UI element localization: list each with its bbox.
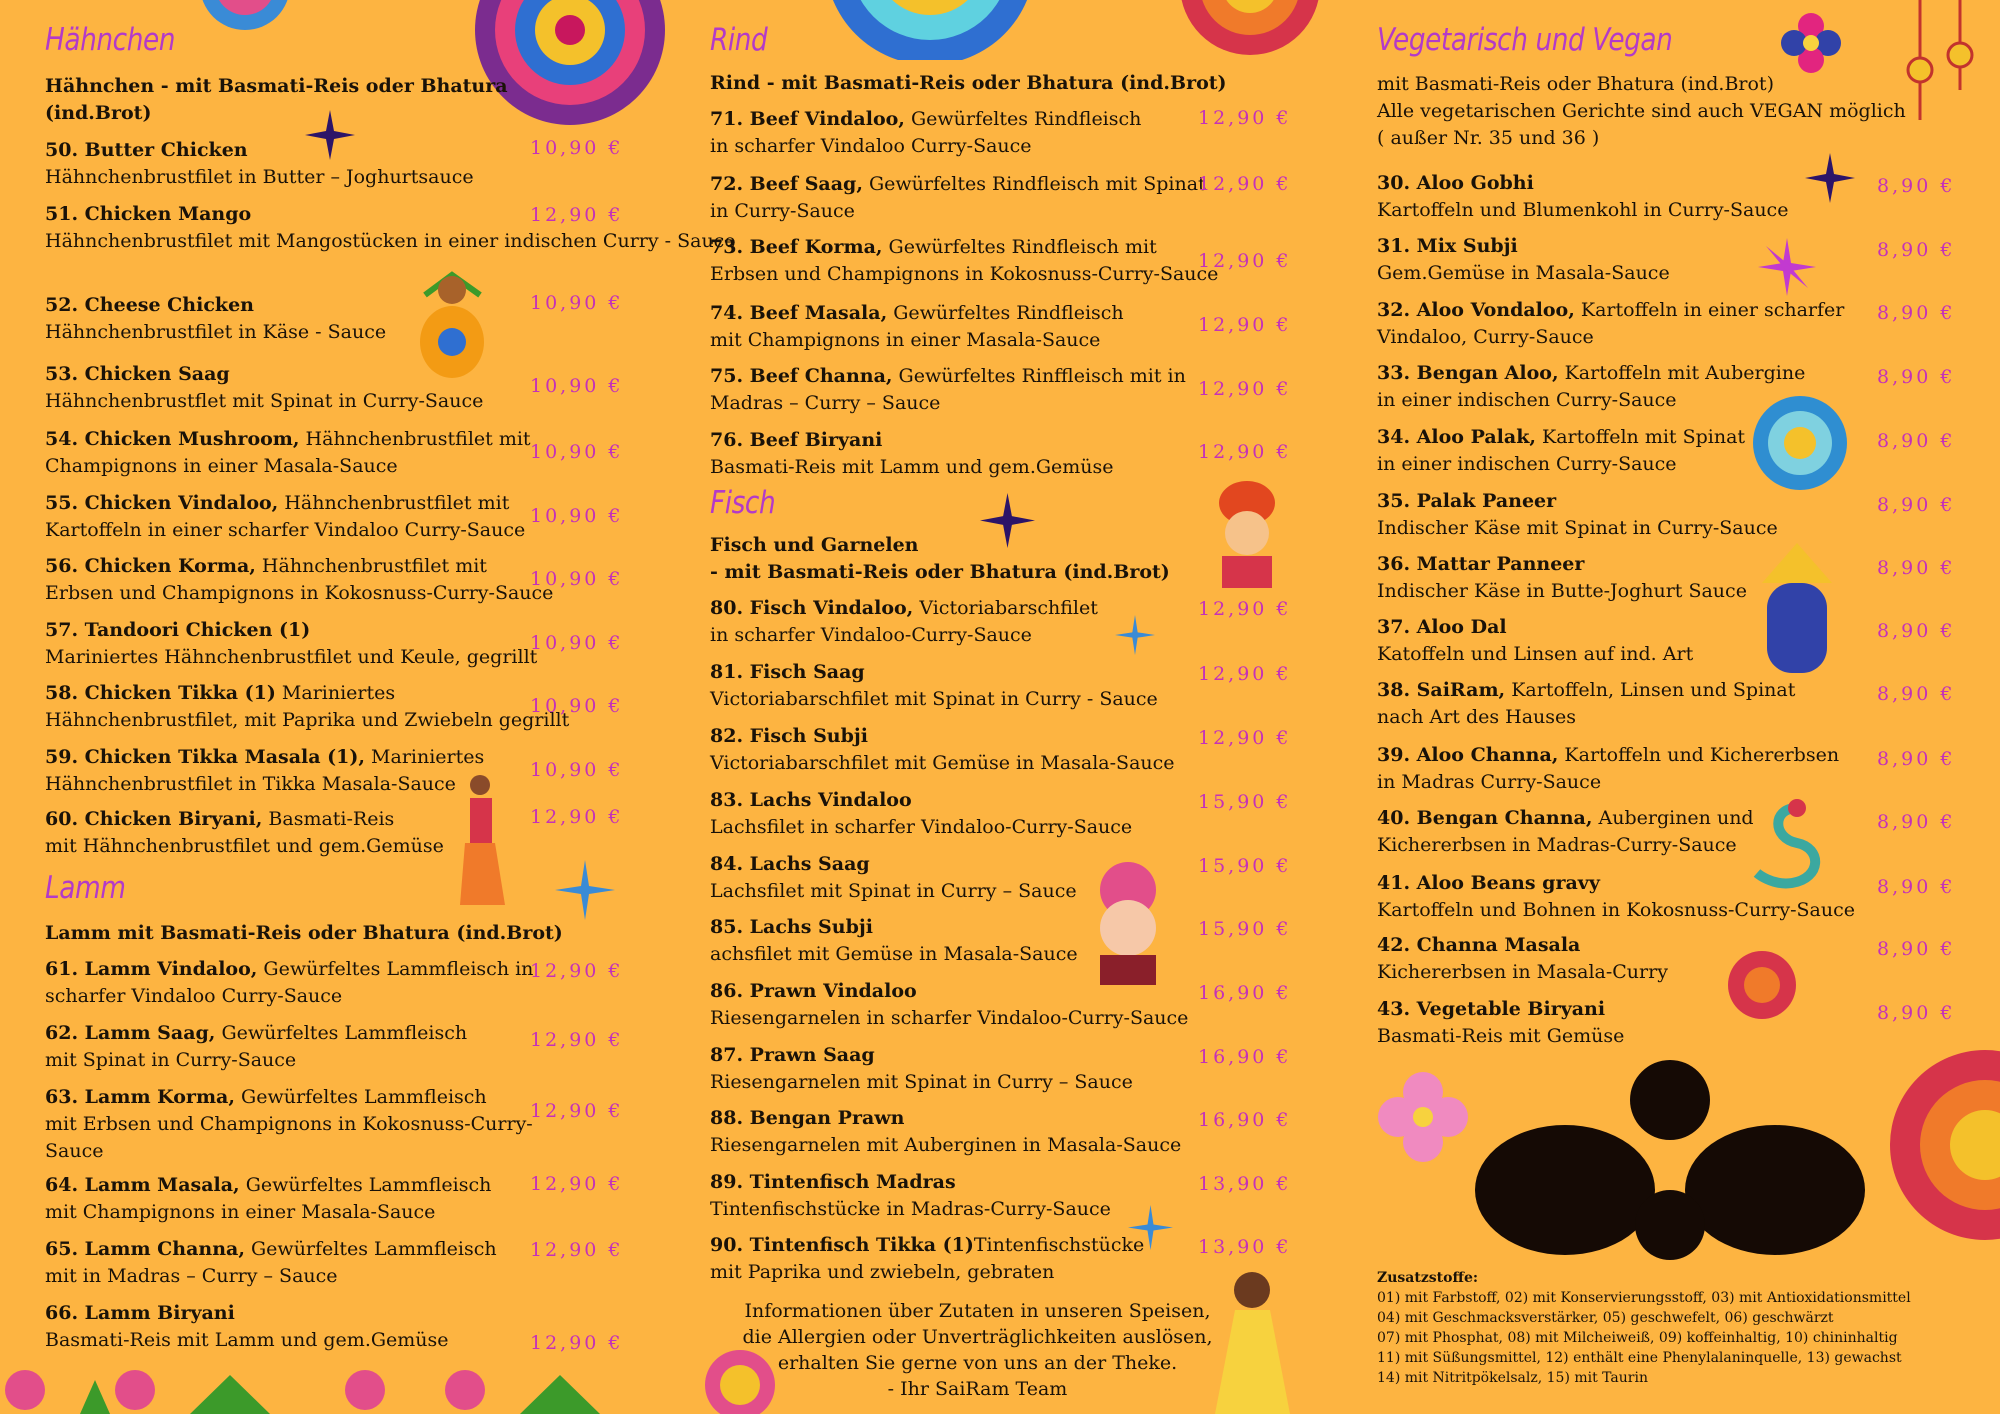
beef-subtitle: Rind - mit Basmati-Reis oder Bhatura (ind.Brot): [710, 72, 1227, 94]
menu-item-price: 8,90 €: [1877, 620, 1956, 642]
additives-line: 07) mit Phosphat, 08) mit Milcheiweiß, 09) koffeinhaltig, 10) chininhaltig: [1377, 1330, 1898, 1346]
menu-item-desc: Lachsfilet in scharfer Vindaloo-Curry-Sauce: [710, 816, 1133, 838]
veg-intro-exception: ( außer Nr. 35 und 36 ): [1377, 127, 1600, 149]
menu-item: [45, 956, 533, 1010]
menu-item-name: 80. Fisch Vindaloo,: [710, 597, 914, 619]
menu-item: [1377, 677, 1795, 731]
menu-item-desc: Kartoffeln in einer scharfer: [1574, 299, 1845, 321]
column-beef-fish: [710, 0, 1300, 1414]
menu-item-desc: Indischer Käse mit Spinat in Curry-Sauce: [1377, 517, 1778, 539]
menu-item-desc: Riesengarnelen in scharfer Vindaloo-Curry-Sauce: [710, 1007, 1189, 1029]
menu-item-desc: Gewürfeltes Rinffleisch mit in: [892, 365, 1186, 387]
menu-item-name: 66. Lamm Biryani: [45, 1302, 235, 1324]
menu-item-price: 8,90 €: [1877, 938, 1956, 960]
info-line: Informationen über Zutaten in unseren Speisen,: [744, 1300, 1211, 1322]
menu-item-name: 41. Aloo Beans gravy: [1377, 872, 1600, 894]
info-signature: - Ihr SaiRam Team: [887, 1378, 1068, 1400]
menu-item: [710, 1042, 1133, 1096]
menu-item-desc: Gewürfeltes Lammfleisch: [244, 1238, 497, 1260]
fish-subtitle-2: - mit Basmati-Reis oder Bhatura (ind.Brot): [710, 561, 1170, 583]
menu-item-desc: Riesengarnelen mit Auberginen in Masala-Sauce: [710, 1134, 1182, 1156]
menu-item: [45, 1084, 533, 1165]
menu-item-desc: Gewürfeltes Rindfleisch mit Spinat: [862, 173, 1206, 195]
menu-item: [45, 806, 444, 860]
menu-item-name: 40. Bengan Channa,: [1377, 807, 1593, 829]
menu-item-desc: Hähnchenbrustflet mit Spinat in Curry-Sauce: [45, 390, 484, 412]
menu-item: [45, 1236, 497, 1290]
menu-item-desc: mit in Madras – Curry – Sauce: [45, 1265, 338, 1287]
menu-item-desc: Gewürfeltes Rindfleisch mit: [882, 236, 1157, 258]
menu-item-price: 12,90 €: [1198, 727, 1292, 749]
menu-item-price: 16,90 €: [1198, 982, 1292, 1004]
menu-item-desc: Basmati-Reis mit Lamm und gem.Gemüse: [710, 456, 1114, 478]
menu-item-name: 60. Chicken Biryani,: [45, 808, 263, 830]
menu-item-price: 8,90 €: [1877, 366, 1956, 388]
menu-item-desc: Riesengarnelen mit Spinat in Curry – Sauce: [710, 1071, 1133, 1093]
chicken-subtitle: Hähnchen - mit Basmati-Reis oder Bhatura: [45, 75, 508, 97]
chicken-subtitle-2: (ind.Brot): [45, 102, 152, 124]
menu-item-price: 12,90 €: [1198, 107, 1292, 129]
menu-item-price: 8,90 €: [1877, 302, 1956, 324]
menu-item-name: 31. Mix Subji: [1377, 235, 1518, 257]
menu-item: [45, 426, 531, 480]
column-chicken-lamb: [45, 0, 736, 1414]
menu-item-name: 56. Chicken Korma,: [45, 555, 256, 577]
menu-item: [45, 1172, 491, 1226]
menu-item-desc: Kartoffeln und Bohnen in Kokosnuss-Curry-Sauce: [1377, 899, 1855, 921]
menu-item-price: 8,90 €: [1877, 876, 1956, 898]
menu-item: [1377, 488, 1778, 542]
menu-item-price: 12,90 €: [1198, 173, 1292, 195]
menu-item-price: 10,90 €: [530, 292, 624, 314]
menu-item: [45, 292, 386, 346]
menu-item-desc: achsfilet mit Gemüse in Masala-Sauce: [710, 943, 1078, 965]
fish-subtitle: Fisch und Garnelen: [710, 534, 919, 556]
menu-item: [710, 723, 1175, 777]
menu-item-desc: Kartoffeln mit Spinat: [1536, 426, 1746, 448]
menu-item-price: 8,90 €: [1877, 430, 1956, 452]
menu-item-desc: Gewürfeltes Lammfleisch in: [257, 958, 534, 980]
menu-item: [1377, 297, 1844, 351]
menu-item-name: 89. Tintenfisch Madras: [710, 1171, 956, 1193]
additives-line: 04) mit Geschmacksverstärker, 05) geschwefelt, 06) geschwärzt: [1377, 1310, 1834, 1326]
menu-item-price: 10,90 €: [530, 441, 624, 463]
section-title-veg: Vegetarisch und Vegan: [1377, 22, 1673, 58]
menu-item-desc: scharfer Vindaloo Curry-Sauce: [45, 985, 343, 1007]
menu-item-name: 43. Vegetable Biryani: [1377, 998, 1606, 1020]
menu-item: [710, 363, 1186, 417]
menu-item-price: 12,90 €: [530, 204, 624, 226]
menu-item-name: 90. Tintenfisch Tikka (1): [710, 1234, 974, 1256]
menu-item-desc: Hähnchenbrustfilet mit Mangostücken in einer indischen Curry - Sauce: [45, 230, 736, 252]
menu-item-price: 13,90 €: [1198, 1173, 1292, 1195]
menu-item-name: 59. Chicken Tikka Masala (1),: [45, 746, 365, 768]
menu-item: [710, 851, 1077, 905]
menu-item: [710, 787, 1132, 841]
menu-item-price: 12,90 €: [1198, 441, 1292, 463]
menu-item-price: 10,90 €: [530, 505, 624, 527]
menu-item-name: 55. Chicken Vindaloo,: [45, 492, 279, 514]
menu-item-name: 71. Beef Vindaloo,: [710, 108, 905, 130]
menu-item: [710, 1105, 1181, 1159]
info-line: die Allergien oder Unverträglichkeiten auslösen,: [742, 1326, 1213, 1348]
menu-item-name: 82. Fisch Subji: [710, 725, 868, 747]
menu-item-price: 8,90 €: [1877, 1002, 1956, 1024]
menu-item-desc: Victoriabarschfilet mit Spinat in Curry - Sauce: [710, 688, 1158, 710]
menu-item-name: 86. Prawn Vindaloo: [710, 980, 917, 1002]
menu-item-name: 53. Chicken Saag: [45, 363, 230, 385]
info-line: erhalten Sie gerne von uns an der Theke.: [777, 1352, 1178, 1374]
menu-item-price: 10,90 €: [530, 632, 624, 654]
menu-item-price: 12,90 €: [530, 1173, 624, 1195]
menu-item-name: 62. Lamm Saag,: [45, 1022, 216, 1044]
menu-item: [1377, 424, 1745, 478]
menu-item-desc: in scharfer Vindaloo Curry-Sauce: [710, 135, 1032, 157]
menu-item-desc: Tintenfischstücke in Madras-Curry-Sauce: [710, 1198, 1111, 1220]
menu-item-desc: Kichererbsen in Masala-Curry: [1377, 961, 1668, 983]
menu-item-desc: nach Art des Hauses: [1377, 706, 1577, 728]
menu-item-desc: Gewürfeltes Rindfleisch: [887, 302, 1124, 324]
menu-item-name: 74. Beef Masala,: [710, 302, 888, 324]
menu-item-name: 64. Lamm Masala,: [45, 1174, 240, 1196]
menu-item-price: 12,90 €: [530, 1100, 624, 1122]
menu-item-desc: in einer indischen Curry-Sauce: [1377, 453, 1677, 475]
menu-item-price: 8,90 €: [1877, 811, 1956, 833]
menu-item-desc: Lachsfilet mit Spinat in Curry – Sauce: [710, 880, 1077, 902]
additives-line: 11) mit Süßungsmittel, 12) enthält eine Phenylalaninquelle, 13) gewachst: [1377, 1350, 1902, 1366]
menu-item-name: 88. Bengan Prawn: [710, 1107, 905, 1129]
menu-item-desc: mit Erbsen und Champignons in Kokosnuss-Curry-: [45, 1113, 533, 1135]
menu-item-name: 76. Beef Biryani: [710, 429, 883, 451]
menu-item: [710, 300, 1124, 354]
menu-item-price: 12,90 €: [530, 806, 624, 828]
menu-item-desc: Gewürfeltes Rindfleisch: [904, 108, 1142, 130]
menu-item-price: 15,90 €: [1198, 918, 1292, 940]
menu-item-price: 13,90 €: [1198, 1236, 1292, 1258]
menu-item: [1377, 742, 1839, 796]
menu-item-name: 83. Lachs Vindaloo: [710, 789, 912, 811]
menu-item-price: 12,90 €: [1198, 598, 1292, 620]
menu-item: [45, 137, 474, 191]
column-vegetarian: [1377, 0, 1967, 1414]
menu-item-name: 65. Lamm Channa,: [45, 1238, 245, 1260]
menu-item-desc: Basmati-Reis mit Gemüse: [1377, 1025, 1625, 1047]
menu-item-desc: in scharfer Vindaloo-Curry-Sauce: [710, 624, 1032, 646]
menu-item-name: 61. Lamm Vindaloo,: [45, 958, 258, 980]
menu-item-desc: Mariniertes Hähnchenbrustfilet und Keule, gegrillt: [45, 646, 538, 668]
menu-item-price: 10,90 €: [530, 759, 624, 781]
veg-intro: mit Basmati-Reis oder Bhatura (ind.Brot): [1377, 73, 1774, 95]
menu-item-desc: Hähnchenbrustfilet in Tikka Masala-Sauce: [45, 773, 456, 795]
menu-item-desc: Sauce: [45, 1140, 104, 1162]
menu-item-price: 12,90 €: [1198, 378, 1292, 400]
menu-item-price: 10,90 €: [530, 568, 624, 590]
menu-item-name: 36. Mattar Panneer: [1377, 553, 1585, 575]
menu-item-price: 12,90 €: [530, 1239, 624, 1261]
menu-item: [1377, 360, 1805, 414]
menu-item-desc: Gewürfeltes Lammfleisch: [239, 1174, 492, 1196]
menu-item-name: 87. Prawn Saag: [710, 1044, 875, 1066]
menu-item-name: 42. Channa Masala: [1377, 934, 1581, 956]
menu-item-desc: Gewürfeltes Lammfleisch: [215, 1022, 468, 1044]
menu-item: [1377, 932, 1668, 986]
menu-item-name: 63. Lamm Korma,: [45, 1086, 235, 1108]
menu-item-desc: Tintenfischstücke: [973, 1234, 1145, 1256]
menu-item-desc: Hähnchenbrustfilet mit: [278, 492, 510, 514]
section-title-lamb: Lamm: [45, 870, 126, 906]
menu-item-name: 34. Aloo Palak,: [1377, 426, 1536, 448]
menu-item: [1377, 551, 1747, 605]
menu-item-desc: Kartoffeln und Kichererbsen: [1558, 744, 1840, 766]
menu-item-desc: Hähnchenbrustfilet, mit Paprika und Zwiebeln gegrillt: [45, 709, 570, 731]
menu-item: [45, 1020, 467, 1074]
menu-item: [45, 617, 537, 671]
section-title-fish: Fisch: [710, 485, 776, 521]
section-title-beef: Rind: [710, 22, 768, 58]
menu-item: [1377, 996, 1624, 1050]
menu-item-name: 54. Chicken Mushroom,: [45, 428, 300, 450]
menu-item: [710, 1169, 1111, 1223]
menu-item-name: 32. Aloo Vondaloo,: [1377, 299, 1575, 321]
menu-item-price: 12,90 €: [1198, 314, 1292, 336]
allergy-info-note: [740, 1298, 1215, 1402]
menu-item-desc: Hähnchenbrustfilet in Butter – Joghurtsauce: [45, 166, 474, 188]
menu-item-desc: Hähnchenbrustfilet mit: [299, 428, 531, 450]
menu-item-desc: Erbsen und Champignons in Kokosnuss-Curry-Sauce: [45, 582, 554, 604]
menu-item-desc: Victoriabarschfilet: [913, 597, 1098, 619]
menu-item-price: 10,90 €: [530, 695, 624, 717]
menu-item-name: 84. Lachs Saag: [710, 853, 870, 875]
menu-item-price: 12,90 €: [530, 1029, 624, 1051]
menu-item: [45, 361, 483, 415]
menu-item-desc: mit Hähnchenbrustfilet und gem.Gemüse: [45, 835, 444, 857]
menu-item-price: 12,90 €: [530, 960, 624, 982]
menu-item: [45, 201, 736, 255]
menu-item-desc: Mariniertes: [365, 746, 485, 768]
menu-item-price: 8,90 €: [1877, 748, 1956, 770]
section-title-chicken: Hähnchen: [45, 22, 176, 58]
menu-item-name: 58. Chicken Tikka (1): [45, 682, 276, 704]
menu-item-name: 50. Butter Chicken: [45, 139, 248, 161]
menu-item-price: 12,90 €: [1198, 663, 1292, 685]
menu-item-desc: Indischer Käse in Butte-Joghurt Sauce: [1377, 580, 1747, 602]
menu-item-desc: mit Paprika und zwiebeln, gebraten: [710, 1261, 1055, 1283]
menu-item-price: 12,90 €: [530, 1332, 624, 1354]
additives-title: Zusatzstoffe:: [1377, 1270, 1479, 1286]
menu-item-name: 38. SaiRam,: [1377, 679, 1506, 701]
menu-item-desc: Gem.Gemüse in Masala-Sauce: [1377, 262, 1670, 284]
menu-item-desc: Kartoffeln, Linsen und Spinat: [1505, 679, 1796, 701]
menu-item: [1377, 170, 1788, 224]
menu-item-desc: Basmati-Reis mit Lamm und gem.Gemüse: [45, 1329, 449, 1351]
menu-item: [710, 106, 1141, 160]
additives-line: 01) mit Farbstoff, 02) mit Konservierungsstoff, 03) mit Antioxidationsmittel: [1377, 1290, 1911, 1306]
menu-item: [710, 595, 1098, 649]
menu-item-desc: Mariniertes: [275, 682, 396, 704]
menu-item-desc: in einer indischen Curry-Sauce: [1377, 389, 1677, 411]
menu-item-desc: mit Champignons in einer Masala-Sauce: [710, 329, 1101, 351]
menu-item-price: 12,90 €: [1198, 250, 1292, 272]
menu-item: [710, 1232, 1144, 1286]
menu-item-name: 35. Palak Paneer: [1377, 490, 1557, 512]
menu-item: [1377, 233, 1670, 287]
menu-item-name: 30. Aloo Gobhi: [1377, 172, 1534, 194]
menu-item-price: 8,90 €: [1877, 683, 1956, 705]
menu-item: [1377, 870, 1855, 924]
menu-item-price: 15,90 €: [1198, 791, 1292, 813]
menu-item-name: 72. Beef Saag,: [710, 173, 863, 195]
menu-item-desc: Kartoffeln und Blumenkohl in Curry-Sauce: [1377, 199, 1789, 221]
menu-item-desc: mit Champignons in einer Masala-Sauce: [45, 1201, 436, 1223]
menu-item-price: 8,90 €: [1877, 494, 1956, 516]
menu-item-desc: in Curry-Sauce: [710, 200, 855, 222]
menu-item: [710, 978, 1188, 1032]
menu-item-name: 75. Beef Channa,: [710, 365, 893, 387]
lamb-subtitle: Lamm mit Basmati-Reis oder Bhatura (ind.Brot): [45, 922, 563, 944]
additives-legend: [1377, 1268, 1911, 1388]
menu-item-desc: Kichererbsen in Madras-Curry-Sauce: [1377, 834, 1737, 856]
menu-item-price: 8,90 €: [1877, 175, 1956, 197]
menu-item: [710, 914, 1078, 968]
menu-item-desc: in Madras Curry-Sauce: [1377, 771, 1602, 793]
menu-item-name: 85. Lachs Subji: [710, 916, 873, 938]
menu-item: [710, 427, 1114, 481]
menu-item: [45, 1300, 449, 1354]
menu-item-desc: Erbsen und Champignons in Kokosnuss-Curry-Sauce: [710, 263, 1219, 285]
menu-item-price: 8,90 €: [1877, 557, 1956, 579]
menu-item: [1377, 614, 1693, 668]
menu-item-name: 37. Aloo Dal: [1377, 616, 1507, 638]
menu-item: [710, 659, 1158, 713]
menu-item-name: 51. Chicken Mango: [45, 203, 252, 225]
menu-item: [45, 744, 484, 798]
menu-item-name: 57. Tandoori Chicken (1): [45, 619, 311, 641]
menu-item-price: 16,90 €: [1198, 1109, 1292, 1131]
menu-item: [710, 234, 1218, 288]
menu-item-price: 10,90 €: [530, 137, 624, 159]
menu-item-price: 8,90 €: [1877, 239, 1956, 261]
menu-item-desc: Victoriabarschfilet mit Gemüse in Masala-Sauce: [710, 752, 1175, 774]
menu-item: [710, 171, 1206, 225]
menu-item-desc: Hähnchenbrustfilet mit: [255, 555, 487, 577]
menu-item-price: 10,90 €: [530, 375, 624, 397]
menu-item-desc: mit Spinat in Curry-Sauce: [45, 1049, 297, 1071]
menu-item-desc: Kartoffeln mit Aubergine: [1558, 362, 1806, 384]
menu-item-desc: Gewürfeltes Lammfleisch: [234, 1086, 487, 1108]
menu-item-desc: Kartoffeln in einer scharfer Vindaloo Curry-Sauce: [45, 519, 526, 541]
menu-item-price: 16,90 €: [1198, 1046, 1292, 1068]
menu-item-price: 15,90 €: [1198, 855, 1292, 877]
menu-item-name: 33. Bengan Aloo,: [1377, 362, 1559, 384]
menu-item-desc: Basmati-Reis: [262, 808, 395, 830]
menu-item-desc: Auberginen und: [1592, 807, 1754, 829]
menu-item-desc: Vindaloo, Curry-Sauce: [1377, 326, 1594, 348]
menu-item-name: 52. Cheese Chicken: [45, 294, 254, 316]
menu-item-name: 81. Fisch Saag: [710, 661, 865, 683]
menu-item: [1377, 805, 1754, 859]
menu-item-desc: Katoffeln und Linsen auf ind. Art: [1377, 643, 1694, 665]
menu-item-name: 73. Beef Korma,: [710, 236, 883, 258]
menu-item-desc: Madras – Curry – Sauce: [710, 392, 941, 414]
veg-intro-vegan: Alle vegetarischen Gerichte sind auch VEGAN möglich: [1377, 100, 1906, 122]
menu-item: [45, 553, 553, 607]
menu-item-desc: Hähnchenbrustfilet in Käse - Sauce: [45, 321, 387, 343]
menu-item: [45, 490, 525, 544]
menu-item-desc: Champignons in einer Masala-Sauce: [45, 455, 398, 477]
menu-item: [45, 680, 569, 734]
menu-item-name: 39. Aloo Channa,: [1377, 744, 1559, 766]
additives-line: 14) mit Nitritpökelsalz, 15) mit Taurin: [1377, 1370, 1648, 1386]
